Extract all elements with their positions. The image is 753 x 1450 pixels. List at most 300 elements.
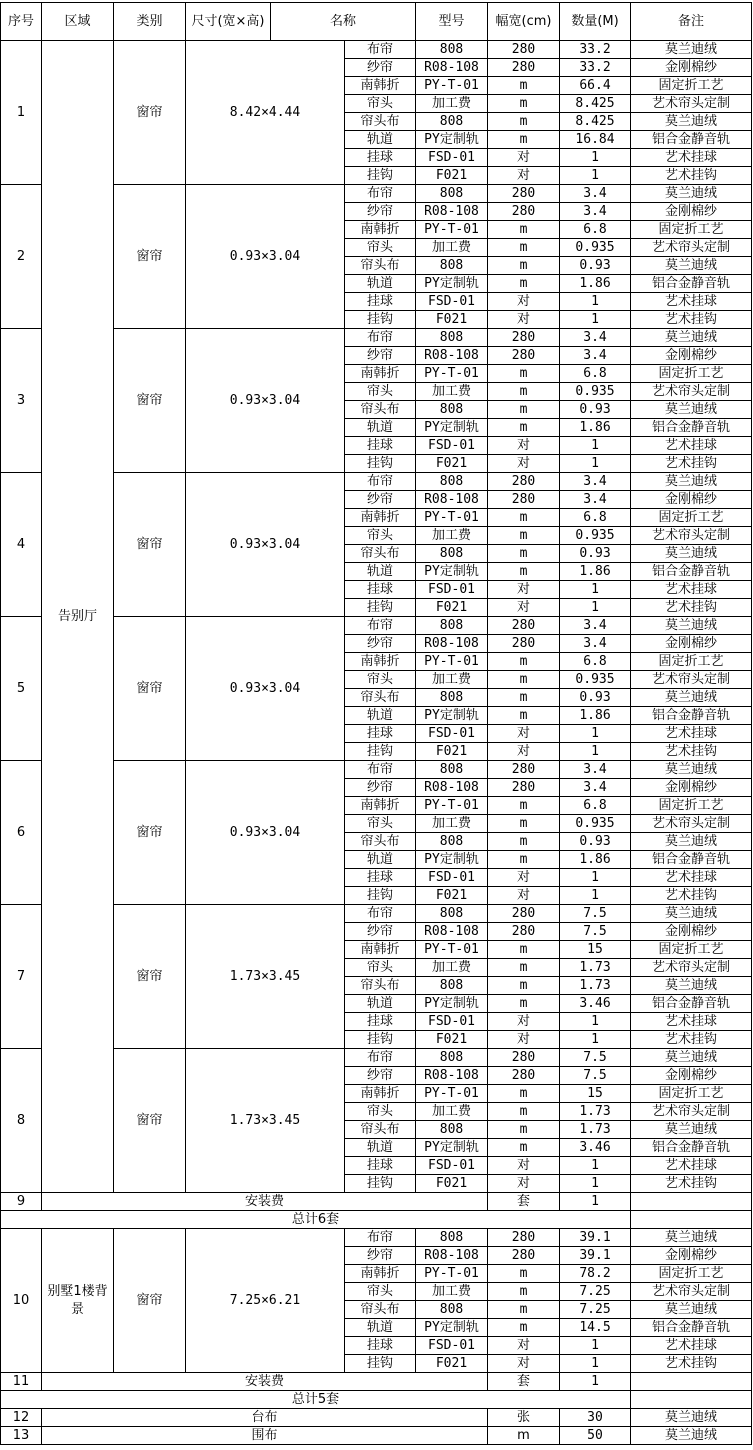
item-name-cell: 纱帘 (345, 1067, 416, 1085)
category-cell: 窗帘 (114, 41, 186, 185)
item-qty-cell: 1 (560, 581, 631, 599)
item-width-cell: 对 (488, 887, 560, 905)
item-name-cell: 挂钩 (345, 887, 416, 905)
item-name-cell: 帘头布 (345, 833, 416, 851)
total-row (1, 1391, 752, 1409)
item-width-cell: m (488, 1085, 560, 1103)
item-remark-cell: 艺术帘头定制 (631, 239, 752, 257)
item-name-cell: 挂钩 (345, 599, 416, 617)
item-name-cell: 挂钩 (345, 1175, 416, 1193)
item-remark-cell: 固定折工艺 (631, 365, 752, 383)
item-model-cell: R08-108 (416, 203, 488, 221)
item-name-cell: 布帘 (345, 1229, 416, 1247)
item-name-cell: 帘头布 (345, 113, 416, 131)
item-qty-cell: 3.4 (560, 761, 631, 779)
item-name-cell: 轨道 (345, 563, 416, 581)
item-width-cell: 280 (488, 1229, 560, 1247)
item-qty-cell: 78.2 (560, 1265, 631, 1283)
item-qty-cell: 1 (560, 1175, 631, 1193)
item-remark-cell: 艺术帘头定制 (631, 671, 752, 689)
total-row (1, 1211, 752, 1229)
item-model-cell: 808 (416, 1301, 488, 1319)
item-width-cell: m (488, 509, 560, 527)
item-remark-cell: 艺术挂球 (631, 1157, 752, 1175)
item-width-cell: m (488, 131, 560, 149)
extra-label-cell: 围布 (42, 1427, 488, 1445)
item-model-cell: PY定制轨 (416, 995, 488, 1013)
item-width-cell: 280 (488, 59, 560, 77)
extra-unit-cell: m (488, 1427, 560, 1445)
item-model-cell: FSD-01 (416, 149, 488, 167)
item-remark-cell: 艺术帘头定制 (631, 959, 752, 977)
header-row (1, 3, 752, 41)
item-name-cell: 纱帘 (345, 203, 416, 221)
item-name-cell: 帘头 (345, 239, 416, 257)
item-width-cell: 280 (488, 329, 560, 347)
item-model-cell: 808 (416, 41, 488, 59)
item-qty-cell: 1.86 (560, 419, 631, 437)
item-name-cell: 帘头 (345, 383, 416, 401)
item-qty-cell: 33.2 (560, 59, 631, 77)
item-name-cell: 纱帘 (345, 635, 416, 653)
item-model-cell: 808 (416, 113, 488, 131)
item-qty-cell: 7.5 (560, 1049, 631, 1067)
item-model-cell: 加工费 (416, 1283, 488, 1301)
item-width-cell: 280 (488, 905, 560, 923)
item-width-cell: 280 (488, 1247, 560, 1265)
item-remark-cell: 固定折工艺 (631, 797, 752, 815)
item-name-cell: 挂球 (345, 725, 416, 743)
item-width-cell: m (488, 653, 560, 671)
item-model-cell: F021 (416, 743, 488, 761)
item-width-cell: m (488, 1319, 560, 1337)
item-width-cell: m (488, 563, 560, 581)
item-qty-cell: 1 (560, 437, 631, 455)
item-name-cell: 布帘 (345, 761, 416, 779)
item-qty-cell: 1 (560, 1157, 631, 1175)
item-width-cell: 对 (488, 1175, 560, 1193)
extra-row (1, 1409, 752, 1427)
header-remark: 备注 (631, 3, 752, 41)
item-name-cell: 帘头 (345, 671, 416, 689)
item-name-cell: 帘头布 (345, 545, 416, 563)
seq-cell: 11 (1, 1373, 42, 1391)
table-row (1, 761, 752, 779)
item-qty-cell: 6.8 (560, 221, 631, 239)
item-width-cell: 280 (488, 41, 560, 59)
item-width-cell: m (488, 815, 560, 833)
item-name-cell: 轨道 (345, 1139, 416, 1157)
item-remark-cell: 艺术帘头定制 (631, 1283, 752, 1301)
extra-unit-cell: 张 (488, 1409, 560, 1427)
item-model-cell: PY-T-01 (416, 1265, 488, 1283)
header-size: 尺寸(宽×高) (186, 3, 271, 41)
item-remark-cell: 铝合金静音轨 (631, 1319, 752, 1337)
item-model-cell: PY定制轨 (416, 1319, 488, 1337)
item-qty-cell: 39.1 (560, 1247, 631, 1265)
item-width-cell: m (488, 1301, 560, 1319)
seq-cell: 8 (1, 1049, 42, 1193)
table-row (1, 185, 752, 203)
item-remark-cell: 固定折工艺 (631, 77, 752, 95)
item-width-cell: 对 (488, 311, 560, 329)
item-remark-cell: 固定折工艺 (631, 941, 752, 959)
item-width-cell: 280 (488, 1049, 560, 1067)
item-qty-cell: 3.4 (560, 491, 631, 509)
table-row (1, 329, 752, 347)
item-width-cell: 对 (488, 167, 560, 185)
item-name-cell: 纱帘 (345, 779, 416, 797)
item-remark-cell: 艺术帘头定制 (631, 1103, 752, 1121)
item-name-cell: 布帘 (345, 905, 416, 923)
item-name-cell: 南韩折 (345, 77, 416, 95)
item-remark-cell: 金刚棉纱 (631, 923, 752, 941)
seq-cell: 9 (1, 1193, 42, 1211)
item-model-cell: 808 (416, 401, 488, 419)
item-name-cell: 帘头布 (345, 689, 416, 707)
item-remark-cell: 莫兰迪绒 (631, 833, 752, 851)
item-qty-cell: 8.425 (560, 95, 631, 113)
item-model-cell: F021 (416, 887, 488, 905)
item-width-cell: m (488, 419, 560, 437)
item-name-cell: 布帘 (345, 329, 416, 347)
item-qty-cell: 7.25 (560, 1301, 631, 1319)
item-width-cell: 对 (488, 599, 560, 617)
item-remark-cell: 莫兰迪绒 (631, 1229, 752, 1247)
header-area: 区域 (42, 3, 114, 41)
item-name-cell: 南韩折 (345, 1085, 416, 1103)
item-qty-cell: 39.1 (560, 1229, 631, 1247)
item-model-cell: R08-108 (416, 779, 488, 797)
item-remark-cell: 金刚棉纱 (631, 491, 752, 509)
item-name-cell: 南韩折 (345, 509, 416, 527)
size-cell: 7.25×6.21 (186, 1229, 345, 1373)
item-qty-cell: 1.73 (560, 1103, 631, 1121)
install-label-cell: 安装费 (42, 1193, 488, 1211)
seq-cell: 10 (1, 1229, 42, 1373)
item-model-cell: F021 (416, 599, 488, 617)
item-remark-cell: 固定折工艺 (631, 221, 752, 239)
item-width-cell: 对 (488, 1157, 560, 1175)
header-seq: 序号 (1, 3, 42, 41)
item-name-cell: 轨道 (345, 995, 416, 1013)
item-qty-cell: 1 (560, 455, 631, 473)
item-name-cell: 帘头 (345, 95, 416, 113)
item-remark-cell: 艺术挂钩 (631, 887, 752, 905)
item-qty-cell: 3.4 (560, 203, 631, 221)
empty-cell (631, 1391, 752, 1409)
item-remark-cell: 铝合金静音轨 (631, 131, 752, 149)
item-name-cell: 挂钩 (345, 743, 416, 761)
item-width-cell: 对 (488, 455, 560, 473)
item-name-cell: 纱帘 (345, 923, 416, 941)
item-qty-cell: 3.4 (560, 617, 631, 635)
item-remark-cell: 莫兰迪绒 (631, 1301, 752, 1319)
item-width-cell: 对 (488, 437, 560, 455)
item-width-cell: 280 (488, 473, 560, 491)
table-row (1, 41, 752, 59)
item-remark-cell: 莫兰迪绒 (631, 473, 752, 491)
extra-qty-cell: 30 (560, 1409, 631, 1427)
table-row (1, 905, 752, 923)
seq-cell: 3 (1, 329, 42, 473)
item-model-cell: PY定制轨 (416, 1139, 488, 1157)
item-model-cell: PY-T-01 (416, 653, 488, 671)
item-name-cell: 南韩折 (345, 1265, 416, 1283)
area-cell: 别墅1楼背景 (42, 1229, 114, 1373)
item-remark-cell: 艺术帘头定制 (631, 95, 752, 113)
item-name-cell: 轨道 (345, 707, 416, 725)
item-model-cell: 加工费 (416, 95, 488, 113)
table-row (1, 1229, 752, 1247)
item-remark-cell: 固定折工艺 (631, 1265, 752, 1283)
item-model-cell: PY定制轨 (416, 275, 488, 293)
item-model-cell: 808 (416, 617, 488, 635)
item-model-cell: PY-T-01 (416, 1085, 488, 1103)
item-model-cell: R08-108 (416, 59, 488, 77)
item-name-cell: 纱帘 (345, 1247, 416, 1265)
item-remark-cell: 金刚棉纱 (631, 203, 752, 221)
item-remark-cell: 铝合金静音轨 (631, 1139, 752, 1157)
item-name-cell: 纱帘 (345, 59, 416, 77)
item-width-cell: m (488, 851, 560, 869)
item-width-cell: m (488, 275, 560, 293)
item-name-cell: 帘头 (345, 1283, 416, 1301)
item-width-cell: m (488, 995, 560, 1013)
item-width-cell: m (488, 1283, 560, 1301)
item-model-cell: PY-T-01 (416, 77, 488, 95)
item-model-cell: 808 (416, 1049, 488, 1067)
item-name-cell: 帘头布 (345, 401, 416, 419)
item-width-cell: 280 (488, 923, 560, 941)
item-remark-cell: 艺术挂钩 (631, 1175, 752, 1193)
item-name-cell: 轨道 (345, 275, 416, 293)
item-qty-cell: 1 (560, 1355, 631, 1373)
install-label-cell: 安装费 (42, 1373, 488, 1391)
item-qty-cell: 7.5 (560, 1067, 631, 1085)
item-remark-cell: 金刚棉纱 (631, 1247, 752, 1265)
item-qty-cell: 0.935 (560, 671, 631, 689)
item-name-cell: 布帘 (345, 473, 416, 491)
item-name-cell: 挂球 (345, 293, 416, 311)
item-qty-cell: 66.4 (560, 77, 631, 95)
item-width-cell: 280 (488, 779, 560, 797)
table-body (1, 41, 752, 1445)
category-cell: 窗帘 (114, 1049, 186, 1193)
item-remark-cell: 莫兰迪绒 (631, 401, 752, 419)
item-model-cell: PY-T-01 (416, 509, 488, 527)
item-width-cell: 对 (488, 581, 560, 599)
item-name-cell: 南韩折 (345, 365, 416, 383)
item-name-cell: 纱帘 (345, 347, 416, 365)
item-remark-cell: 莫兰迪绒 (631, 41, 752, 59)
item-name-cell: 帘头布 (345, 1121, 416, 1139)
item-model-cell: FSD-01 (416, 1157, 488, 1175)
item-width-cell: 对 (488, 1337, 560, 1355)
item-name-cell: 挂钩 (345, 1031, 416, 1049)
item-width-cell: m (488, 365, 560, 383)
item-model-cell: 808 (416, 689, 488, 707)
item-qty-cell: 1 (560, 887, 631, 905)
item-width-cell: m (488, 977, 560, 995)
install-row (1, 1373, 752, 1391)
item-name-cell: 挂钩 (345, 1355, 416, 1373)
item-qty-cell: 1.73 (560, 959, 631, 977)
item-width-cell: m (488, 527, 560, 545)
item-width-cell: m (488, 707, 560, 725)
item-model-cell: 808 (416, 545, 488, 563)
table-row (1, 1049, 752, 1067)
install-qty-cell: 1 (560, 1193, 631, 1211)
category-cell: 窗帘 (114, 617, 186, 761)
item-model-cell: 808 (416, 329, 488, 347)
item-model-cell: FSD-01 (416, 581, 488, 599)
item-model-cell: PY-T-01 (416, 221, 488, 239)
item-qty-cell: 16.84 (560, 131, 631, 149)
item-qty-cell: 1 (560, 293, 631, 311)
item-name-cell: 轨道 (345, 851, 416, 869)
item-remark-cell: 艺术挂钩 (631, 743, 752, 761)
item-remark-cell: 艺术挂钩 (631, 1355, 752, 1373)
seq-cell: 2 (1, 185, 42, 329)
size-cell: 0.93×3.04 (186, 329, 345, 473)
item-remark-cell: 金刚棉纱 (631, 59, 752, 77)
item-model-cell: 加工费 (416, 1103, 488, 1121)
item-width-cell: 280 (488, 1067, 560, 1085)
item-model-cell: 加工费 (416, 383, 488, 401)
item-qty-cell: 33.2 (560, 41, 631, 59)
item-qty-cell: 1 (560, 725, 631, 743)
item-remark-cell: 艺术帘头定制 (631, 383, 752, 401)
item-width-cell: 280 (488, 491, 560, 509)
size-cell: 0.93×3.04 (186, 617, 345, 761)
item-model-cell: 808 (416, 473, 488, 491)
extra-label-cell: 台布 (42, 1409, 488, 1427)
item-remark-cell: 莫兰迪绒 (631, 977, 752, 995)
item-width-cell: 280 (488, 185, 560, 203)
item-qty-cell: 1 (560, 1337, 631, 1355)
item-remark-cell: 艺术帘头定制 (631, 815, 752, 833)
category-cell: 窗帘 (114, 329, 186, 473)
item-width-cell: m (488, 113, 560, 131)
total-cell: 总计6套 (1, 1211, 631, 1229)
item-remark-cell: 莫兰迪绒 (631, 113, 752, 131)
item-model-cell: PY定制轨 (416, 419, 488, 437)
item-model-cell: R08-108 (416, 635, 488, 653)
item-name-cell: 挂钩 (345, 455, 416, 473)
size-cell: 0.93×3.04 (186, 473, 345, 617)
item-qty-cell: 6.8 (560, 509, 631, 527)
item-model-cell: FSD-01 (416, 1013, 488, 1031)
item-width-cell: m (488, 77, 560, 95)
item-model-cell: F021 (416, 1031, 488, 1049)
item-qty-cell: 0.93 (560, 401, 631, 419)
item-model-cell: FSD-01 (416, 1337, 488, 1355)
item-model-cell: 808 (416, 1121, 488, 1139)
item-model-cell: PY定制轨 (416, 563, 488, 581)
item-name-cell: 挂球 (345, 869, 416, 887)
item-remark-cell: 艺术挂球 (631, 581, 752, 599)
item-qty-cell: 1 (560, 599, 631, 617)
item-model-cell: 加工费 (416, 527, 488, 545)
item-name-cell: 帘头 (345, 527, 416, 545)
item-name-cell: 挂球 (345, 581, 416, 599)
item-qty-cell: 7.25 (560, 1283, 631, 1301)
item-remark-cell: 固定折工艺 (631, 653, 752, 671)
category-cell: 窗帘 (114, 761, 186, 905)
empty-cell (631, 1193, 752, 1211)
item-name-cell: 帘头 (345, 815, 416, 833)
item-model-cell: 808 (416, 257, 488, 275)
item-name-cell: 挂球 (345, 1157, 416, 1175)
item-qty-cell: 1 (560, 743, 631, 761)
item-remark-cell: 艺术挂球 (631, 725, 752, 743)
item-model-cell: PY-T-01 (416, 365, 488, 383)
seq-cell: 7 (1, 905, 42, 1049)
item-width-cell: m (488, 671, 560, 689)
item-qty-cell: 0.935 (560, 383, 631, 401)
item-remark-cell: 金刚棉纱 (631, 635, 752, 653)
item-name-cell: 挂球 (345, 437, 416, 455)
item-remark-cell: 铝合金静音轨 (631, 995, 752, 1013)
item-remark-cell: 艺术挂球 (631, 293, 752, 311)
item-qty-cell: 3.4 (560, 329, 631, 347)
extra-row (1, 1427, 752, 1445)
item-remark-cell: 莫兰迪绒 (631, 761, 752, 779)
seq-cell: 4 (1, 473, 42, 617)
item-remark-cell: 艺术挂钩 (631, 167, 752, 185)
table-row (1, 617, 752, 635)
size-cell: 0.93×3.04 (186, 761, 345, 905)
item-model-cell: FSD-01 (416, 437, 488, 455)
item-width-cell: m (488, 797, 560, 815)
item-name-cell: 挂钩 (345, 311, 416, 329)
item-qty-cell: 0.93 (560, 833, 631, 851)
item-qty-cell: 7.5 (560, 923, 631, 941)
item-qty-cell: 1.86 (560, 707, 631, 725)
item-model-cell: FSD-01 (416, 869, 488, 887)
item-qty-cell: 0.935 (560, 815, 631, 833)
header-width: 幅宽(cm) (488, 3, 560, 41)
item-name-cell: 帘头布 (345, 1301, 416, 1319)
item-remark-cell: 莫兰迪绒 (631, 1121, 752, 1139)
total-cell: 总计5套 (1, 1391, 631, 1409)
item-model-cell: F021 (416, 311, 488, 329)
item-name-cell: 帘头布 (345, 257, 416, 275)
item-model-cell: 加工费 (416, 239, 488, 257)
item-qty-cell: 1 (560, 1013, 631, 1031)
item-qty-cell: 1 (560, 1031, 631, 1049)
item-model-cell: F021 (416, 1355, 488, 1373)
item-name-cell: 布帘 (345, 41, 416, 59)
item-name-cell: 布帘 (345, 617, 416, 635)
size-cell: 1.73×3.45 (186, 1049, 345, 1193)
item-model-cell: F021 (416, 1175, 488, 1193)
item-qty-cell: 0.93 (560, 689, 631, 707)
item-width-cell: 对 (488, 1355, 560, 1373)
item-name-cell: 布帘 (345, 185, 416, 203)
item-qty-cell: 1 (560, 869, 631, 887)
item-width-cell: 对 (488, 869, 560, 887)
item-width-cell: m (488, 1121, 560, 1139)
header-model: 型号 (416, 3, 488, 41)
item-qty-cell: 7.5 (560, 905, 631, 923)
item-remark-cell: 固定折工艺 (631, 1085, 752, 1103)
item-model-cell: R08-108 (416, 491, 488, 509)
item-width-cell: m (488, 401, 560, 419)
item-remark-cell: 莫兰迪绒 (631, 1049, 752, 1067)
item-model-cell: 808 (416, 1229, 488, 1247)
